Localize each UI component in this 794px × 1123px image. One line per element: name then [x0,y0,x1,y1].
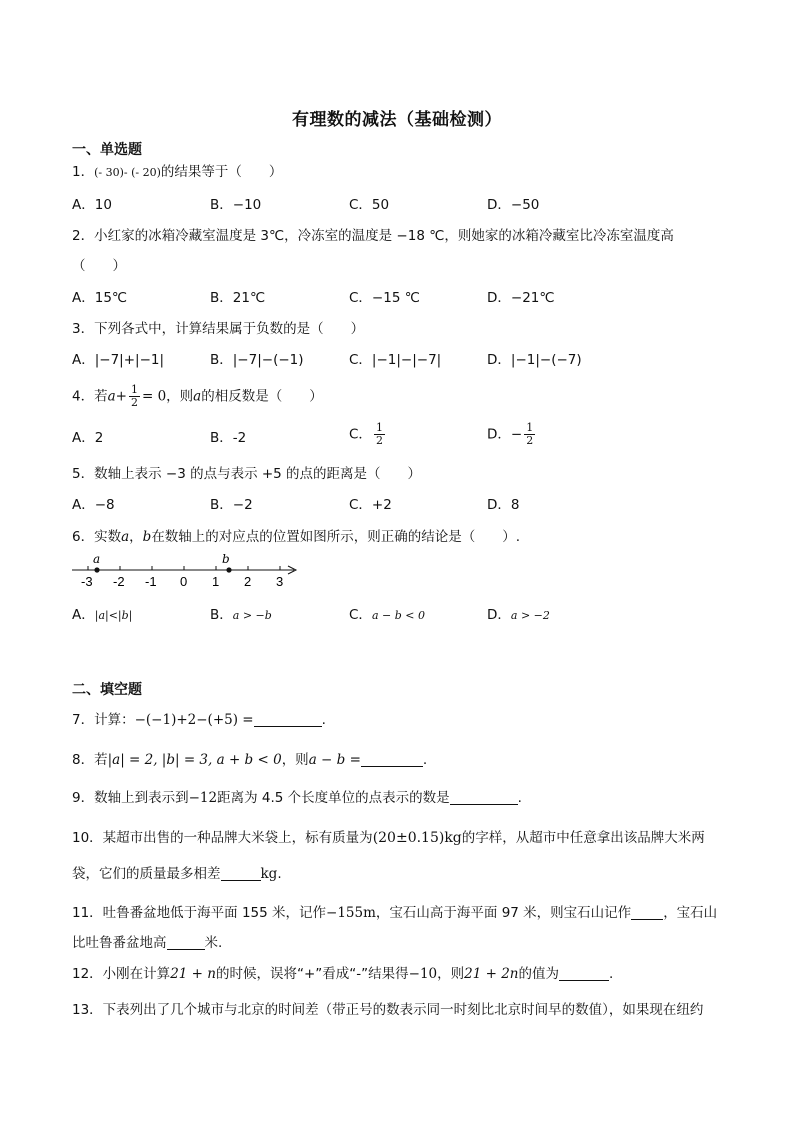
tick-label-neg1: -1 [145,574,157,589]
question-4: 4．若a+ $\frac{1}{2}$ = 0，则a的相反数是（ ） [72,383,323,409]
q4-option-a[interactable]: A．2 [72,430,104,446]
q6-option-d[interactable]: D．a > −2 [487,607,550,623]
q2-option-c[interactable]: C．−15 ℃ [349,290,420,306]
question-6: 6．实数a，b在数轴上的对应点的位置如图所示，则正确的结论是（ ）. [72,529,521,545]
question-10-line-2: 袋，它们的质量最多相差 kg. [72,866,282,882]
section-heading-single-choice: 一、单选题 [72,142,142,158]
question-3: 3．下列各式中，计算结果属于负数的是（ ） [72,321,365,337]
q1-option-b[interactable]: B．−10 [210,197,262,213]
tick-label-neg3: -3 [81,574,93,589]
point-b [226,567,231,572]
question-13: 13．下表列出了几个城市与北京的时间差（带正号的数表示同一时刻比北京时间早的数值），如果现在纽约 [72,1002,704,1018]
question-9: 9．数轴上到表示到−12距离为 4.5 个长度单位的点表示的数是 . [72,790,522,806]
question-1: 1．(- 30)- (- 20)的结果等于（ ） [72,164,283,180]
q11-answer-blank-2[interactable] [167,935,205,950]
tick-label-3: 3 [276,574,284,589]
q1-option-a[interactable]: A．10 [72,197,112,213]
q4-fraction: $\frac{1}{2}$ [130,383,138,409]
question-2-line-1: 2．小红家的冰箱冷藏室温度是 3℃，冷冻室的温度是 −18 ℃，则她家的冰箱冷藏室比冷冻室温度高 [72,228,674,244]
q2-option-b[interactable]: B．21℃ [210,290,266,306]
q5-option-c[interactable]: C．+2 [349,497,392,513]
q3-option-a[interactable]: A．|−7|+|−1| [72,352,165,368]
q11-answer-blank-1[interactable] [631,905,663,920]
question-7: 7．计算：−(−1)+2−(+5) = . [72,712,326,728]
q10-answer-blank[interactable] [221,866,261,881]
point-a-label: a [93,552,101,566]
q2-option-a[interactable]: A．15℃ [72,290,128,306]
q4-option-c-fraction: $\frac{1}{2}$ [375,421,383,447]
q5-option-a[interactable]: A．−8 [72,497,115,513]
point-b-label: b [222,552,230,566]
number-line-figure [70,552,310,592]
question-10-line-1: 10．某超市出售的一种品牌大米袋上，标有质量为(20±0.15)kg的字样，从超市中任意拿出该品牌大米两 [72,830,705,846]
question-11-line-1: 11．吐鲁番盆地低于海平面 155 米，记作−155m，宝石山高于海平面 97 米，则宝石山记作 ，宝石山 [72,905,718,921]
question-2-line-2: （ ） [72,258,126,274]
q6-option-a[interactable]: A．|a|<|b| [72,607,133,623]
q3-option-d[interactable]: D．|−1|−(−7) [487,352,582,368]
tick-label-2: 2 [244,574,252,589]
q7-answer-blank[interactable] [254,712,322,727]
q8-answer-blank[interactable] [361,752,423,767]
q1-expression: (- 30)- (- 20) [94,166,161,179]
section-heading-fill-in: 二、填空题 [72,682,142,698]
tick-label-1: 1 [212,574,220,589]
q5-option-d[interactable]: D．8 [487,497,520,513]
q6-option-b[interactable]: B．a > −b [210,607,272,623]
q4-option-b[interactable]: B．-2 [210,430,247,446]
question-11-line-2: 比吐鲁番盆地高 米. [72,935,223,951]
tick-label-neg2: -2 [113,574,125,589]
q6-option-c[interactable]: C．a − b < 0 [349,607,425,623]
q3-option-b[interactable]: B．|−7|−(−1) [210,352,304,368]
tick-label-0: 0 [180,574,188,589]
q1-option-c[interactable]: C．50 [349,197,390,213]
point-a [94,567,99,572]
q3-option-c[interactable]: C．|−1|−|−7| [349,352,442,368]
q9-answer-blank[interactable] [450,790,518,805]
q4-option-d[interactable]: D．− $\frac{1}{2}$ [487,421,534,447]
q4-option-c[interactable]: C． $\frac{1}{2}$ [349,421,383,447]
question-8: 8．若|a| = 2, |b| = 3, a + b < 0，则a − b = . [72,752,428,768]
question-12: 12．小刚在计算21 + n的时候，误将“+”看成“-”结果得−10，则21 + 2n的值为 . [72,966,614,982]
q2-option-d[interactable]: D．−21℃ [487,290,555,306]
q1-option-d[interactable]: D．−50 [487,197,540,213]
question-5: 5．数轴上表示 −3 的点与表示 +5 的点的距离是（ ） [72,466,422,482]
q4-option-d-fraction: $\frac{1}{2}$ [526,421,534,447]
q12-answer-blank[interactable] [559,966,609,981]
page-title: 有理数的减法（基础检测） [292,110,502,130]
q5-option-b[interactable]: B．−2 [210,497,253,513]
